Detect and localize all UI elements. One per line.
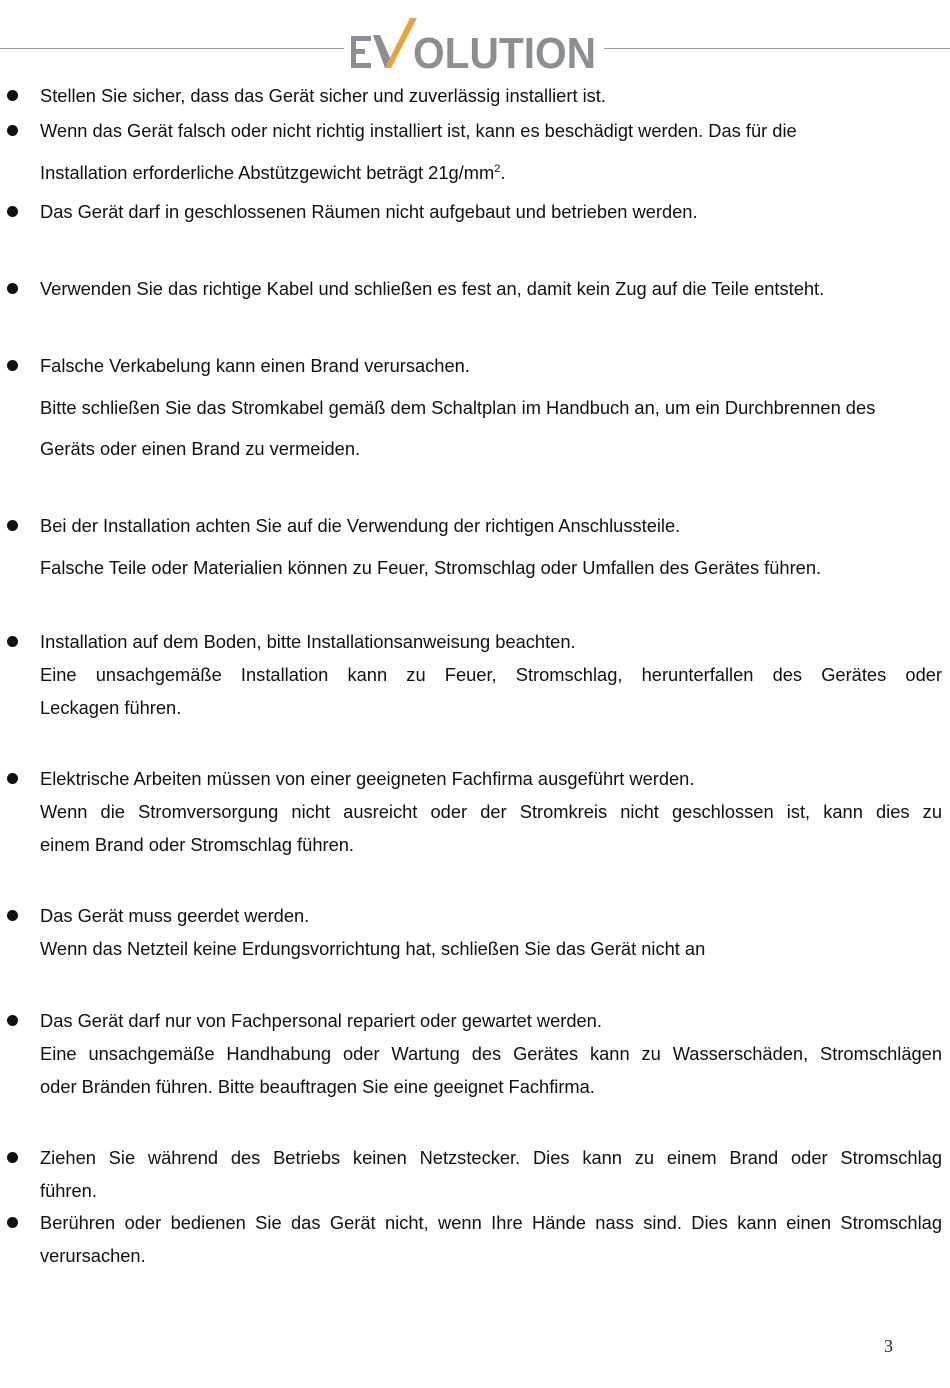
item-line: Das Gerät darf nur von Fachpersonal repariert oder gewartet werden.	[40, 1010, 602, 1031]
item-line: Wenn das Gerät falsch oder nicht richtig installiert ist, kann es beschädigt werden. Das für die	[40, 120, 797, 141]
item-line	[40, 152, 942, 194]
bullet-icon	[7, 360, 18, 371]
bullet-icon	[7, 1015, 18, 1026]
bullet-icon	[7, 1152, 18, 1163]
line-suffix: .	[500, 162, 506, 183]
page-number: 3	[884, 1336, 893, 1356]
item-line: oder Bränden führen. Bitte beauftragen Sie eine geeignet Fachfirma.	[40, 1076, 595, 1097]
item-line: Falsche Verkabelung kann einen Brand verursachen.	[40, 355, 470, 376]
item-line: führen.	[40, 1180, 97, 1201]
item-line: einem Brand oder Stromschlag führen.	[40, 834, 354, 855]
item-line: verursachen.	[40, 1245, 146, 1266]
item-text	[40, 79, 942, 112]
header-rule-right	[604, 48, 950, 49]
bullet-icon	[7, 520, 18, 531]
item-line-text: Installation erforderliche Abstützgewicht beträgt 21g/mm	[40, 162, 495, 183]
item-text	[40, 272, 942, 305]
bullet-icon	[7, 206, 18, 217]
bullet-icon	[7, 90, 18, 101]
item-text	[40, 110, 942, 194]
item-line: Verwenden Sie das richtige Kabel und schließen es fest an, damit kein Zug auf die Teile entsteht.	[40, 278, 825, 299]
item-line: Das Gerät muss geerdet werden.	[40, 905, 310, 926]
bullet-icon	[7, 125, 18, 136]
item-text	[40, 625, 942, 724]
header-rule-left	[0, 48, 344, 49]
item-text	[40, 505, 942, 588]
item-line: Berühren oder bedienen Sie das Gerät nicht, wenn Ihre Hände nass sind. Dies kann einen Stromschlag	[40, 1212, 942, 1233]
item-line: Stellen Sie sicher, dass das Gerät sicher und zuverlässig installiert ist.	[40, 85, 606, 106]
bullet-icon	[7, 1217, 18, 1228]
item-text	[40, 345, 942, 470]
bullet-icon	[7, 773, 18, 784]
bullet-icon	[7, 910, 18, 921]
item-line: Wenn das Netzteil keine Erdungsvorrichtung hat, schließen Sie das Gerät nicht an	[40, 938, 706, 959]
evolution-logo	[349, 16, 599, 74]
item-line: Geräts oder einen Brand zu vermeiden.	[40, 438, 361, 459]
superscript: 2	[494, 163, 501, 175]
item-line: Leckagen führen.	[40, 697, 182, 718]
svg-text:OLUTION: OLUTION	[413, 29, 596, 74]
item-line: Falsche Teile oder Materialien können zu Feuer, Stromschlag oder Umfallen des Gerätes führen.	[40, 556, 822, 578]
item-text	[40, 1206, 942, 1272]
item-line: Wenn die Stromversorgung nicht ausreicht oder der Stromkreis nicht geschlossen ist, kann dies zu	[40, 801, 942, 822]
item-line: Installation auf dem Boden, bitte Installationsanweisung beachten.	[40, 631, 576, 652]
item-text	[40, 762, 942, 861]
bullet-icon	[7, 283, 18, 294]
item-text	[40, 1141, 942, 1207]
item-line: Ziehen Sie während des Betriebs keinen Netzstecker. Dies kann zu einem Brand oder Stromschlag	[40, 1147, 942, 1168]
bullet-icon	[7, 636, 18, 647]
item-line: Das Gerät darf in geschlossenen Räumen nicht aufgebaut und betrieben werden.	[40, 201, 698, 222]
page-header	[0, 0, 950, 80]
item-line: Bitte schließen Sie das Stromkabel gemäß dem Schaltplan im Handbuch an, um ein Durchbrennen des	[40, 396, 876, 418]
item-text	[40, 1004, 942, 1103]
item-text	[40, 899, 942, 965]
item-line: Eine unsachgemäße Installation kann zu Feuer, Stromschlag, herunterfallen des Gerätes oder	[40, 664, 942, 685]
item-line: Eine unsachgemäße Handhabung oder Wartung des Gerätes kann zu Wasserschäden, Stromschlägen	[40, 1043, 942, 1064]
item-line: Elektrische Arbeiten müssen von einer geeigneten Fachfirma ausgeführt werden.	[40, 768, 695, 789]
item-line: Bei der Installation achten Sie auf die Verwendung der richtigen Anschlussteile.	[40, 515, 681, 536]
item-text	[40, 195, 942, 228]
